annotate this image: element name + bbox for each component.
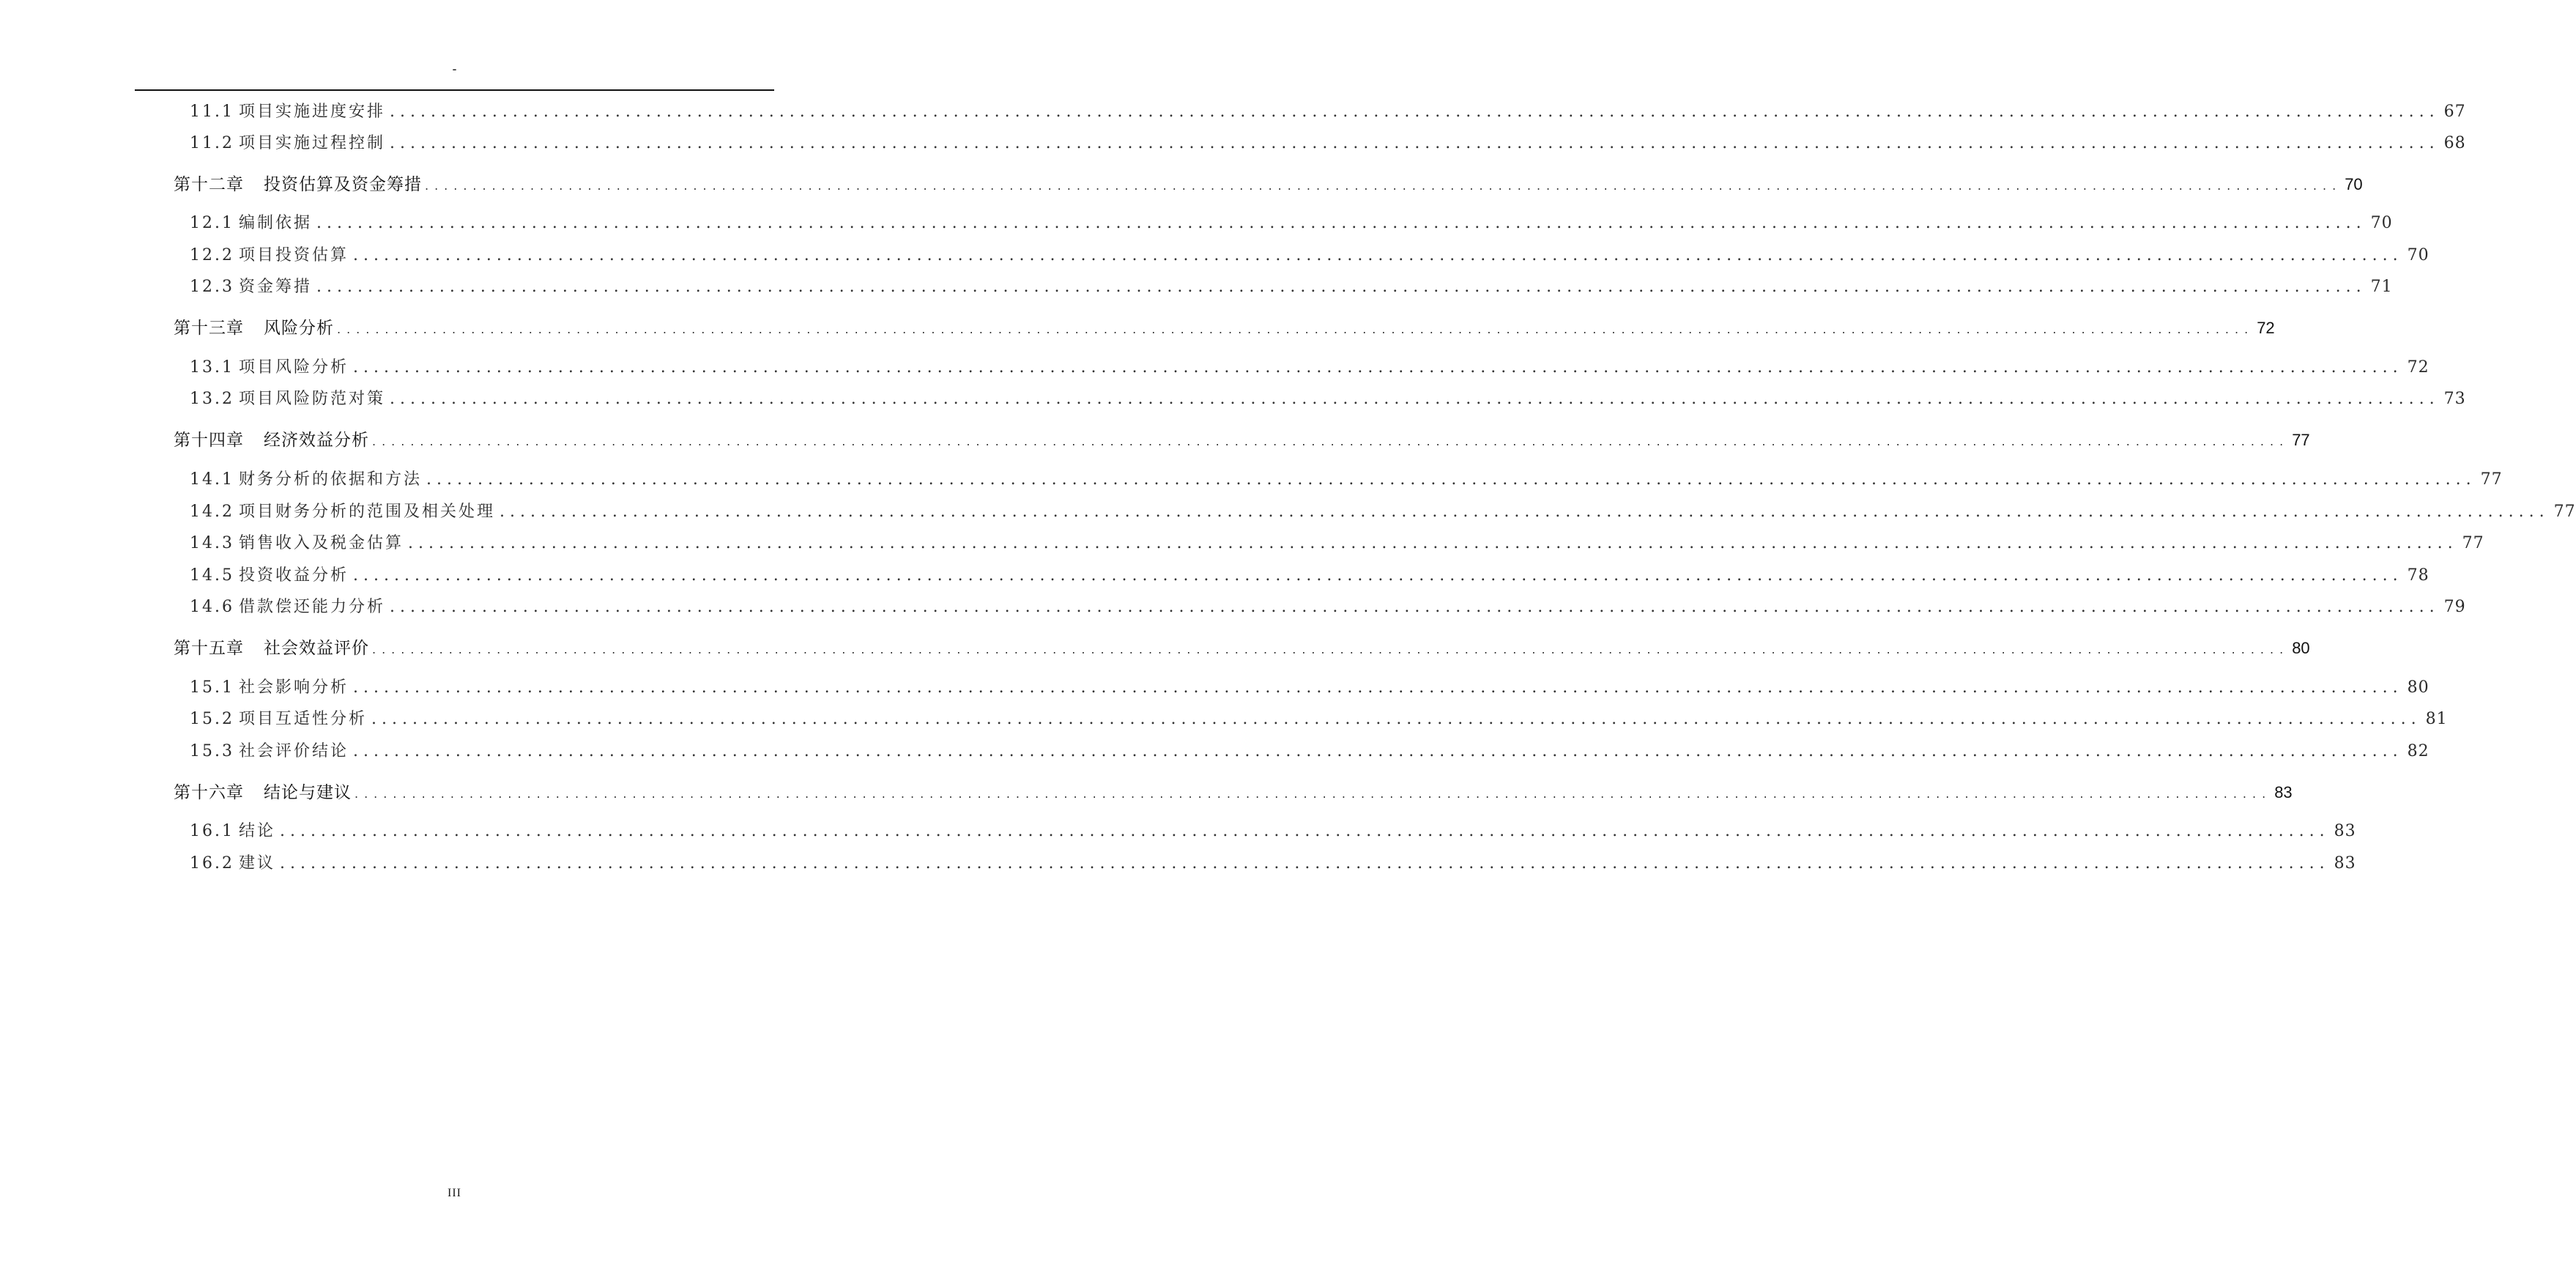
toc-entry-title: 项目实施进度安排 [238,103,385,121]
toc-entry-page: 67 [2443,103,2466,121]
toc-dot-leader: ........................................................................................................................................................................................................ [426,470,2476,489]
toc-entry-page: 71 [2370,278,2393,296]
toc-dot-leader: ........................................................................................................................................................................................................ [316,214,2367,232]
toc-entry-page: 70 [2370,214,2393,232]
toc-entry-page: 83 [2274,783,2293,801]
toc-entry-page: 80 [2292,639,2310,657]
toc-dot-leader: ........................................................................................................................................................................................................ [408,534,2458,552]
toc-entry-title: 项目风险分析 [238,358,349,377]
toc-entry-page: 77 [2292,431,2310,449]
toc-entry-title: 结论 [238,822,275,840]
toc-entry-number: 14.5 [190,566,234,585]
toc-entry-title: 项目实施过程控制 [238,134,385,152]
toc-entry-page: 78 [2407,566,2430,585]
toc-entry-number: 13.1 [190,358,234,377]
toc-entry-number: 11.1 [190,103,234,121]
toc-entry-title: 建议 [238,854,275,873]
toc-entry-number: 第十五章 [174,639,244,658]
toc-dot-leader: ........................................................................................................................................................................................................ [372,434,2290,448]
toc-entry-page: 79 [2443,598,2466,616]
toc-entry-number: 13.2 [190,390,234,408]
toc-section-entry[interactable] [190,818,2356,845]
toc-dot-leader: ........................................................................................................................................................................................................ [390,103,2440,121]
toc-chapter-entry[interactable] [174,634,2310,661]
toc-section-entry[interactable] [190,594,2466,621]
toc-entry-title: 社会效益评价 [264,639,369,658]
toc-entry-page: 68 [2443,134,2466,152]
toc-entry-page: 77 [2553,503,2576,521]
toc-entry-number: 15.2 [190,710,234,728]
toc-entry-number: 第十六章 [174,783,244,802]
toc-entry-title: 社会评价结论 [238,742,349,760]
toc-chapter-entry[interactable] [174,314,2275,341]
toc-section-entry[interactable] [190,563,2430,589]
toc-entry-number: 16.2 [190,854,234,873]
toc-chapter-entry[interactable] [174,779,2293,805]
toc-entry-number: 14.1 [190,470,234,489]
header-mark: - [452,62,457,76]
toc-section-entry[interactable] [190,242,2430,269]
toc-entry-page: 83 [2334,822,2356,840]
toc-entry-title: 投资收益分析 [238,566,349,585]
toc-entry-title: 财务分析的依据和方法 [238,470,422,489]
toc-dot-leader: ........................................................................................................................................................................................................ [353,246,2403,264]
toc-section-entry[interactable] [190,851,2356,877]
toc-entry-title: 借款偿还能力分析 [238,598,385,616]
toc-entry-title: 投资估算及资金筹措 [264,175,422,194]
toc-dot-leader: ........................................................................................................................................................................................................ [353,678,2403,697]
toc-entry-page: 83 [2334,854,2356,873]
toc-dot-leader: ........................................................................................................................................................................................................ [280,854,2330,873]
toc-section-entry[interactable] [190,274,2393,300]
toc-entry-page: 81 [2425,710,2448,728]
toc-entry-page: 72 [2407,358,2430,377]
toc-entry-title: 社会影响分析 [238,678,349,697]
toc-entry-number: 第十四章 [174,431,244,450]
toc-entry-number: 14.2 [190,503,234,521]
toc-entry-title: 项目风险防范对策 [238,390,385,408]
toc-entry-number: 14.3 [190,534,234,552]
toc-entry-number: 12.2 [190,246,234,264]
toc-entry-title: 销售收入及税金估算 [238,534,404,552]
toc-entry-page: 70 [2407,246,2430,264]
toc-entry-page: 70 [2345,175,2363,193]
toc-dot-leader: ........................................................................................................................................................................................................ [316,278,2367,296]
toc-section-entry[interactable] [190,706,2448,733]
toc-section-entry[interactable] [190,467,2503,493]
toc-entry-page: 72 [2257,319,2275,337]
toc-entry-title: 项目互适性分析 [238,710,367,728]
toc-entry-number: 12.3 [190,278,234,296]
toc-dot-leader: ........................................................................................................................................................................................................ [390,134,2440,152]
toc-section-entry[interactable] [190,386,2466,412]
toc-chapter-entry[interactable] [174,171,2363,197]
toc-entry-number: 16.1 [190,822,234,840]
toc-entry-page: 77 [2480,470,2503,489]
toc-dot-leader: ........................................................................................................................................................................................................ [372,642,2290,656]
toc-entry-number: 11.2 [190,134,234,152]
toc-dot-leader: ........................................................................................................................................................................................................ [500,503,2550,521]
toc-entry-number: 第十二章 [174,175,244,194]
toc-entry-title: 风险分析 [264,319,334,338]
toc-entry-page: 80 [2407,678,2430,697]
toc-dot-leader: ........................................................................................................................................................................................................ [280,822,2330,840]
toc-dot-leader: ........................................................................................................................................................................................................ [390,390,2440,408]
toc-entry-title: 经济效益分析 [264,431,369,450]
toc-chapter-entry[interactable] [174,426,2310,453]
toc-dot-leader: ........................................................................................................................................................................................................ [390,598,2440,616]
toc-entry-title: 资金筹措 [238,278,312,296]
toc-section-entry[interactable] [190,130,2466,157]
toc-section-entry[interactable] [190,210,2393,237]
page-number: III [448,1187,461,1199]
toc-section-entry[interactable] [190,675,2430,701]
toc-dot-leader: ........................................................................................................................................................................................................ [353,358,2403,377]
toc-entry-title: 结论与建议 [264,783,352,802]
toc-entry-title: 编制依据 [238,214,312,232]
toc-section-entry[interactable] [190,738,2430,765]
toc-entry-page: 77 [2462,534,2484,552]
toc-entry-number: 14.6 [190,598,234,616]
toc-dot-leader: ........................................................................................................................................................................................................ [353,566,2403,585]
toc-entry-page: 73 [2443,390,2466,408]
toc-entry-title: 项目财务分析的范围及相关处理 [238,503,495,521]
toc-entry-number: 12.1 [190,214,234,232]
toc-section-entry[interactable] [190,355,2430,381]
toc-dot-leader: ........................................................................................................................................................................................................ [371,710,2421,728]
toc-dot-leader: ........................................................................................................................................................................................................ [355,787,2272,801]
toc-entry-number: 15.3 [190,742,234,760]
toc-dot-leader: ........................................................................................................................................................................................................ [353,742,2403,760]
toc-entry-page: 82 [2407,742,2430,760]
toc-section-entry[interactable] [190,99,2466,125]
toc-section-entry[interactable] [190,530,2484,557]
toc-dot-leader: ........................................................................................................................................................................................................ [337,322,2254,336]
toc-dot-leader: ........................................................................................................................................................................................................ [425,179,2342,193]
toc-entry-number: 第十三章 [174,319,244,338]
toc-entry-title: 项目投资估算 [238,246,349,264]
toc-section-entry[interactable] [190,499,2576,525]
toc-entry-number: 15.1 [190,678,234,697]
